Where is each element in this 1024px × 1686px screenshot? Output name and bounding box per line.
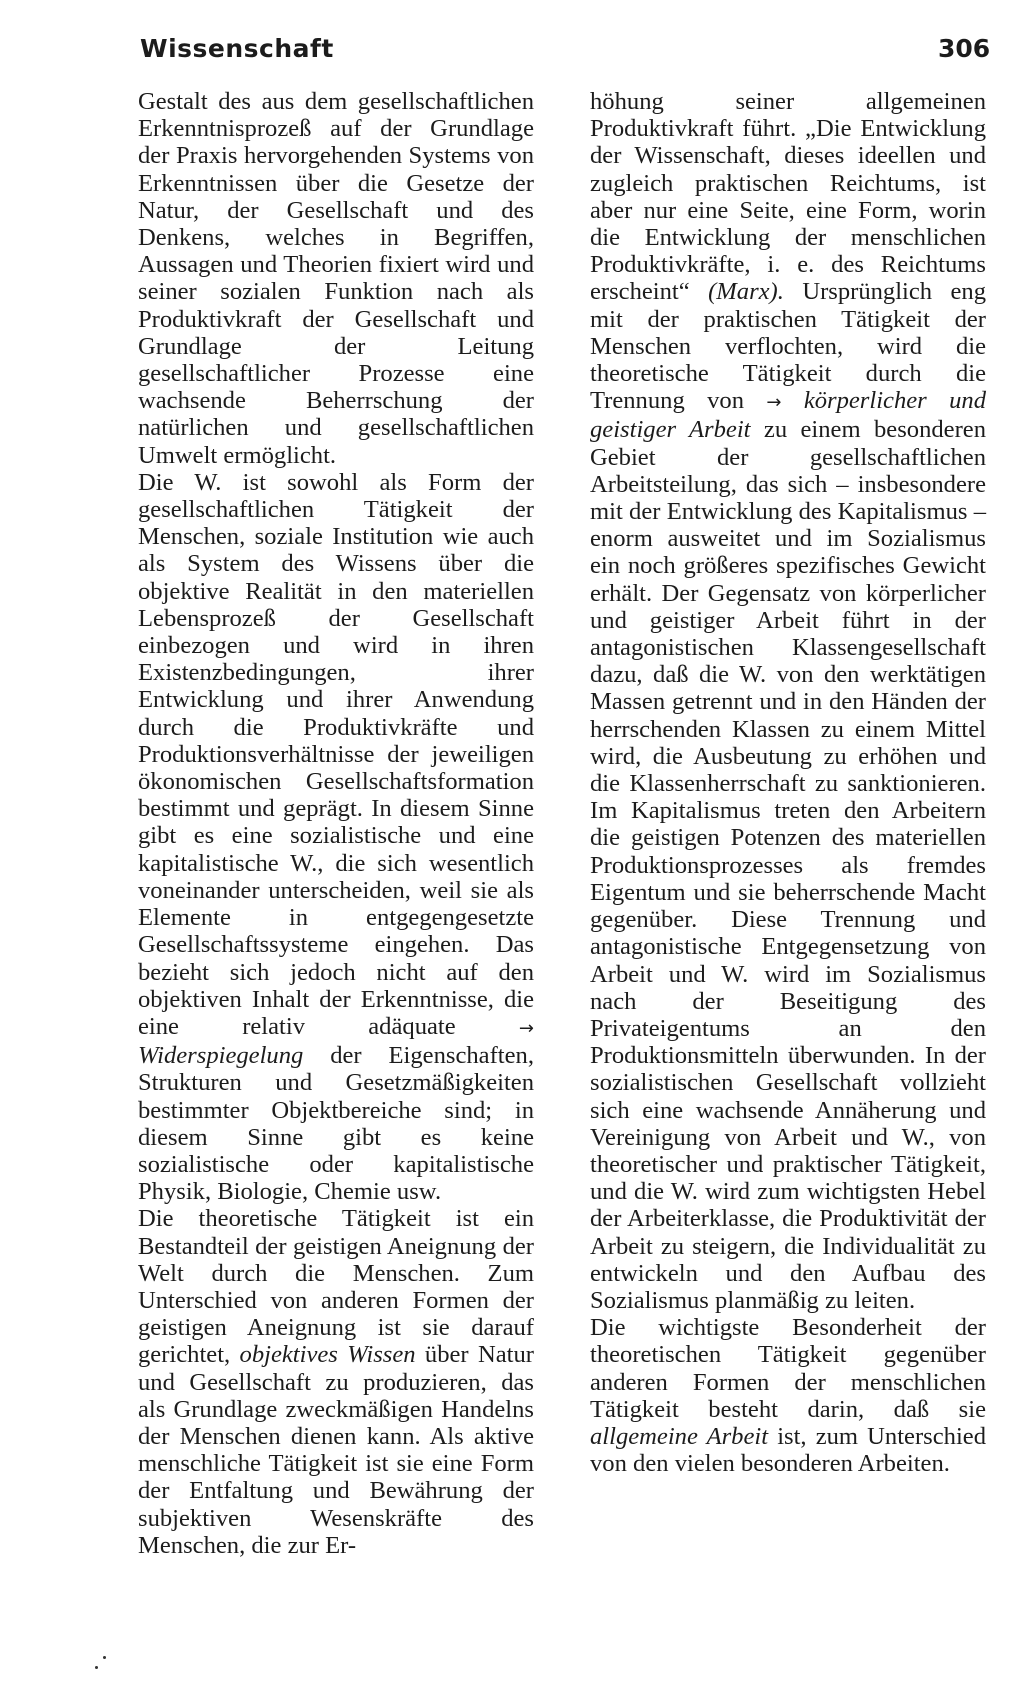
paragraph-social-form: [138, 469, 534, 1205]
paragraph-general-labour: [590, 1314, 986, 1477]
paragraph-text: über Natur und Gesellschaft zu produzieren, das als Grundlage zweckmäßigen Handelns der Menschen dienen kann. Als aktive menschliche Tätigkeit ist sie eine Form der Entfaltung und Bewährung der subjektiven Wesenskräfte des Menschen, die zur Er-: [138, 1341, 534, 1559]
print-specks: [95, 1656, 107, 1670]
paragraph-continuation: [590, 88, 986, 1314]
quote-author: (Marx).: [708, 278, 784, 306]
paragraph-theoretical-activity: [138, 1205, 534, 1559]
paragraph-text: zu einem besonderen Gebiet der gesellschaftlichen Arbeitsteilung, das sich – insbesondere mit der Entwicklung des Kapitalismus – enorm ausweitet und im Sozialismus ein noch größeres spezifisches Gewicht erhält. Der Gegensatz von körperlicher und geistiger Arbeit führt in der antagonistischen Klassengesellschaft dazu, daß die W. von den werktätigen Massen getrennt und in den Händen der herrschenden Klassen zu einem Mittel wird, die Ausbeutung zu erhöhen und die Klassenherrschaft zu sanktionieren. Im Kapitalismus treten den Arbeitern die geistigen Potenzen des materiellen Produktionsprozesses als fremdes Eigentum und sie beherrschende Macht gegenüber. Diese Trennung und antagonistische Entgegensetzung von Arbeit und W. wird im Sozialismus nach der Beseitigung des Privateigentums an den Produktionsmitteln überwunden. In der sozialistischen Gesellschaft vollzieht sich eine wachsende Annäherung und Vereinigung von Arbeit und W., von theoretischer und praktischer Tätigkeit, und die W. wird zum wichtigsten Hebel der Arbeiterklasse, die Produktivität der Arbeit zu steigern, die Individualität zu entwickeln und den Aufbau des Sozialismus planmäßig zu leiten.: [590, 416, 986, 1314]
print-speck: [95, 1666, 98, 1669]
paragraph-text: Die theoretische Tätigkeit ist ein Bestandteil der geistigen Aneignung der Welt durch die Menschen. Zum Unterschied von anderen Formen der geistigen Aneignung ist sie darauf gerichtet,: [138, 1205, 534, 1369]
paragraph-text: Die wichtigste Besonderheit der theoretischen Tätigkeit gegenüber anderen Formen der menschlichen Tätigkeit besteht darin, daß sie: [590, 1314, 986, 1423]
emphasized-term: allgemeine Arbeit: [590, 1422, 769, 1450]
paragraph-text: ist, zum Unterschied von den vielen besonderen Arbeiten.: [590, 1422, 986, 1478]
paragraph-text: Die W. ist sowohl als Form der gesellschaftlichen Tätigkeit der Menschen, soziale Institution wie auch als System des Wissens über die objektive Realität in den materiellen Lebensprozeß der Gesellschaft einbezogen und wird in ihren Existenzbedingungen, ihrer Entwicklung und ihrer Anwendung durch die Produktivkräfte und Produktionsverhältnisse der jeweiligen ökonomischen Gesellschaftsformation bestimmt und geprägt. In diesem Sinne gibt es eine sozialistische und eine kapitalistische W., die sich wesentlich voneinander unterscheiden, weil sie als Elemente in entgegengesetzte Gesellschaftssysteme eingehen. Das bezieht sich jedoch nicht auf den objektiven Inhalt der Erkenntnisse, die eine relativ adäquate: [138, 468, 534, 1040]
running-head: Wissenschaft: [140, 34, 334, 63]
cross-reference-arrow-icon: →: [518, 1017, 534, 1039]
paragraph-text: Ursprünglich eng mit der praktischen Tätigkeit der Menschen verflochten, wird die theoretische Tätigkeit durch die Trennung von: [590, 278, 986, 415]
paragraph-definition: [138, 88, 534, 469]
right-column: [590, 88, 986, 1477]
paragraph-text: der Eigenschaften, Strukturen und Gesetzmäßigkeiten bestimmter Objektbereiche sind; in diesem Sinne gibt es keine sozialistische oder kapitalistische Physik, Biologie, Chemie usw.: [138, 1042, 534, 1206]
cross-reference-term: körperlicher und geistiger Arbeit: [590, 387, 986, 444]
page-number: 306: [938, 34, 991, 63]
left-column: [138, 88, 534, 1559]
emphasized-term: objektives Wissen: [239, 1341, 416, 1369]
cross-reference-term: Widerspiegelung: [138, 1042, 304, 1070]
paragraph-text: Gestalt des aus dem gesellschaftlichen Erkenntnisprozeß auf der Grundlage der Praxis hervorgehenden Systems von Erkenntnissen über die Gesetze der Natur, der Gesellschaft und des Denkens, welches in Begriffen, Aussagen und Theorien fixiert wird und seiner sozialen Funktion nach als Produktivkraft der Gesellschaft und Grundlage der Leitung gesellschaftlicher Prozesse eine wachsende Beherrschung der natürlichen und gesellschaftlichen Umwelt ermöglicht.: [138, 88, 534, 469]
paragraph-text: höhung seiner allgemeinen Produktivkraft führt. „Die Entwicklung der Wissenschaft, dieses ideellen und zugleich praktischen Reichtums, ist aber nur eine Seite, eine Form, worin die Entwicklung der menschlichen Produktivkräfte, i. e. des Reichtums erscheint“: [590, 88, 986, 306]
cross-reference-arrow-icon: →: [766, 392, 782, 414]
print-speck: [103, 1656, 106, 1659]
